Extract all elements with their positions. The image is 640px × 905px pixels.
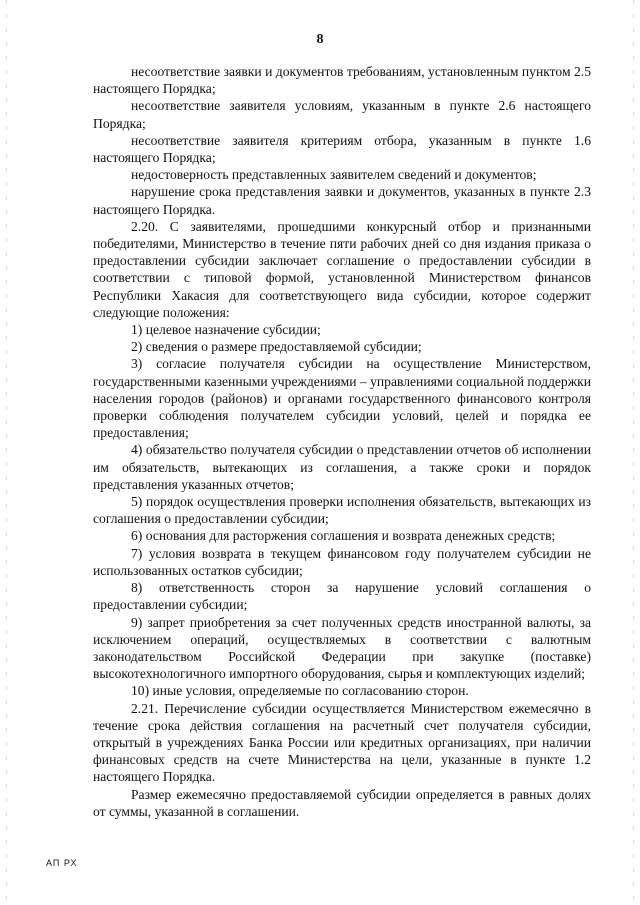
list-item: 5) порядок осуществления проверки исполнения обязательств, вытекающих из соглашения о предоставлении субсидии; — [93, 494, 591, 527]
scan-edge-left — [6, 0, 7, 905]
paragraph: несоответствие заявки и документов требованиям, установленным пунктом 2.5 настоящего Порядка; — [93, 64, 591, 97]
list-item: 8) ответственность сторон за нарушение условий соглашения о предоставлении субсидии; — [93, 580, 591, 613]
list-item: 10) иные условия, определяемые по согласованию сторон. — [131, 683, 469, 699]
document-body — [93, 63, 591, 820]
page-number: 8 — [316, 32, 324, 47]
paragraph: 2.21. Перечисление субсидии осуществляется Министерством ежемесячно в течение срока действия соглашения на расчетный счет получателя субсидии, открытый в учреждениях Банка России или кредитных организациях, при наличии финансовых средств на счете Министерства на цели, указанные в пункте 1.2 настоящего Порядка. — [93, 700, 591, 785]
list-item: 3) согласие получателя субсидии на осуществление Министерством, государственными казенными учреждениями – управлениями социальной поддержки населения городов (районов) и органами государственного финансового контроля проверки соблюдения получателем субсидии условий, целей и порядка ее предоставления; — [93, 356, 592, 441]
paragraph: 2.20. С заявителями, прошедшими конкурсный отбор и признанными победителями, Министерство в течение пяти рабочих дней со дня издания приказа о предоставлении субсидии заключает соглашение о предоставлении субсидии в соответствии с типовой формой, установленной Министерством финансов Республики Хакасия для соответствующего вида субсидии, которое содержит следующие положения: — [93, 218, 591, 320]
list-item: 4) обязательство получателя субсидии о представлении отчетов об исполнении им обязательств, вытекающих из соглашения, а также сроки и порядок представления указанных отчетов; — [93, 442, 591, 492]
footer-mark: АП РХ — [46, 858, 78, 868]
paragraph: несоответствие заявителя условиям, указанным в пункте 2.6 настоящего Порядка; — [93, 98, 591, 131]
paragraph: Размер ежемесячно предоставляемой субсидии определяется в равных долях от суммы, указанной в соглашении. — [93, 786, 591, 819]
list-item: 1) целевое назначение субсидии; — [131, 322, 321, 338]
paragraph: нарушение срока представления заявки и документов, указанных в пункте 2.3 настоящего Порядка. — [93, 184, 591, 217]
paragraph: недостоверность представленных заявителем сведений и документов; — [131, 167, 537, 183]
list-item: 7) условия возврата в текущем финансовом году получателем субсидии не использованных остатков субсидии; — [93, 545, 591, 578]
paragraph: несоответствие заявителя критериям отбора, указанным в пункте 1.6 настоящего Порядка; — [93, 132, 591, 166]
list-item: 2) сведения о размере предоставляемой субсидии; — [131, 339, 422, 355]
list-item: 9) запрет приобретения за счет полученных средств иностранной валюты, за исключением операций, осуществляемых в соответствии с валютным законодательством Российской Федерации при закупке (поставке) высокотехнологичного импортного оборудования, сырья и комплектующих изделий; — [93, 614, 591, 682]
list-item: 6) основания для расторжения соглашения и возврата денежных средств; — [131, 528, 556, 544]
scan-edge-right — [633, 0, 634, 905]
